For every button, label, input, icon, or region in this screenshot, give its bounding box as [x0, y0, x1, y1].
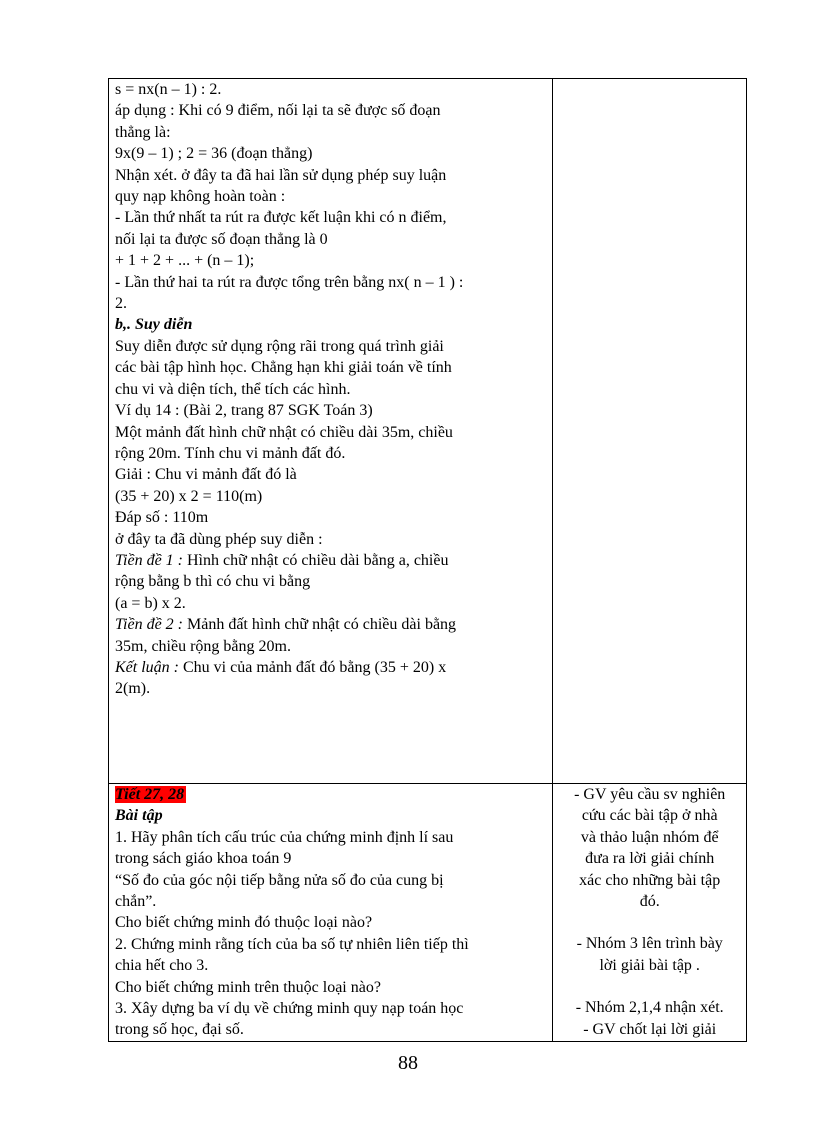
exercise-line: Cho biết chứng minh đó thuộc loại nào? — [115, 914, 373, 932]
text-line: 9x(9 – 1) ; 2 = 36 (đoạn thẳng) — [115, 145, 313, 163]
conclusion-text: Chu vi của mảnh đất đó bằng (35 + 20) x — [179, 658, 447, 676]
exercise-line: Cho biết chứng minh trên thuộc loại nào? — [115, 978, 381, 996]
table-row — [109, 79, 747, 784]
text-line: Nhận xét. ở đây ta đã hai lần sử dụng phép suy luận — [115, 166, 447, 184]
exercise-line: trong số học, đại số. — [115, 1021, 244, 1039]
conclusion-line — [115, 657, 546, 678]
note-line: và thảo luận nhóm để — [580, 828, 719, 846]
text-line: 35m, chiều rộng bằng 20m. — [115, 637, 291, 655]
top-right-cell — [553, 79, 747, 784]
premise-1-label: Tiền đề 1 : — [115, 551, 183, 569]
text-line: Ví dụ 14 : (Bài 2, trang 87 SGK Toán 3) — [115, 402, 373, 420]
note-line: - Nhóm 3 lên trình bày — [576, 935, 723, 953]
note-line: - Nhóm 2,1,4 nhận xét. — [575, 999, 724, 1017]
spacer — [559, 976, 740, 997]
text-line: thẳng là: — [115, 123, 171, 141]
text-line: các bài tập hình học. Chẳng hạn khi giải toán về tính — [115, 359, 452, 377]
bottom-left-cell — [109, 784, 553, 1042]
text-line: nối lại ta được số đoạn thẳng là 0 — [115, 230, 328, 248]
text-line: chu vi và diện tích, thể tích các hình. — [115, 380, 351, 398]
top-left-cell — [109, 79, 553, 784]
text-line: (a = b) x 2. — [115, 594, 186, 612]
text-line: Giải : Chu vi mảnh đất đó là — [115, 466, 297, 484]
exercise-line: chia hết cho 3. — [115, 957, 209, 975]
section-heading: b,. Suy diễn — [115, 316, 193, 334]
premise-1-text: Hình chữ nhật có chiều dài bằng a, chiều — [183, 551, 449, 569]
text-line: s = nx(n – 1) : 2. — [115, 81, 222, 98]
note-line: đưa ra lời giải chính — [585, 850, 715, 868]
text-line: Một mảnh đất hình chữ nhật có chiều dài 35m, chiều — [115, 423, 453, 441]
text-line: rộng bằng b thì có chu vi bằng — [115, 573, 311, 591]
text-line: rộng 20m. Tính chu vi mảnh đất đó. — [115, 444, 346, 462]
text-line: quy nạp không hoàn toàn : — [115, 188, 286, 206]
text-line: - Lần thứ nhất ta rút ra được kết luận khi có n điểm, — [115, 209, 447, 227]
lesson-heading-line — [115, 784, 546, 805]
text-line: ở đây ta đã dùng phép suy diễn : — [115, 530, 323, 548]
exercise-line: 2. Chứng minh rằng tích của ba số tự nhiên liên tiếp thì — [115, 935, 469, 953]
note-line: đó. — [639, 893, 660, 911]
exercise-line: “Số đo của góc nội tiếp bằng nửa số đo của cung bị — [115, 871, 444, 889]
note-line: - GV yêu cầu sv nghiên — [574, 786, 726, 803]
text-line: Đáp số : 110m — [115, 509, 209, 527]
premise-2-label: Tiền đề 2 : — [115, 616, 183, 634]
text-line: áp dụng : Khi có 9 điểm, nối lại ta sẽ được số đoạn — [115, 102, 441, 120]
text-line: 2(m). — [115, 680, 151, 698]
content-table — [108, 78, 747, 1042]
text-line: Suy diễn được sử dụng rộng rãi trong quá trình giải — [115, 337, 444, 355]
premise-2-line — [115, 614, 546, 635]
exercise-line: trong sách giáo khoa toán 9 — [115, 850, 292, 868]
note-line: xác cho những bài tập — [579, 871, 721, 889]
text-line: (35 + 20) x 2 = 110(m) — [115, 487, 263, 505]
exercise-line: 3. Xây dựng ba ví dụ về chứng minh quy nạp toán học — [115, 1000, 464, 1018]
page-number: 88 — [398, 1052, 418, 1074]
note-line: - GV chốt lại lời giải — [583, 1020, 717, 1038]
text-line: + 1 + 2 + ... + (n – 1); — [115, 252, 255, 270]
exercise-line: 1. Hãy phân tích cấu trúc của chứng minh định lí sau — [115, 828, 454, 846]
teacher-notes-cell — [553, 784, 747, 1042]
lesson-heading: Tiết 27, 28 — [115, 786, 185, 803]
table-row — [109, 784, 747, 1042]
premise-1-line — [115, 550, 546, 571]
exercise-line: chắn”. — [115, 893, 157, 911]
note-line: lời giải bài tập . — [599, 956, 700, 974]
text-line: 2. — [115, 295, 127, 313]
note-line: cứu các bài tập ở nhà — [581, 807, 718, 825]
text-line: - Lần thứ hai ta rút ra được tổng trên bằng nx( n – 1 ) : — [115, 273, 464, 291]
conclusion-label: Kết luận : — [115, 658, 179, 676]
spacer — [559, 912, 740, 933]
premise-2-text: Mảnh đất hình chữ nhật có chiều dài bằng — [183, 616, 457, 634]
exercise-title: Bài tập — [115, 807, 163, 825]
